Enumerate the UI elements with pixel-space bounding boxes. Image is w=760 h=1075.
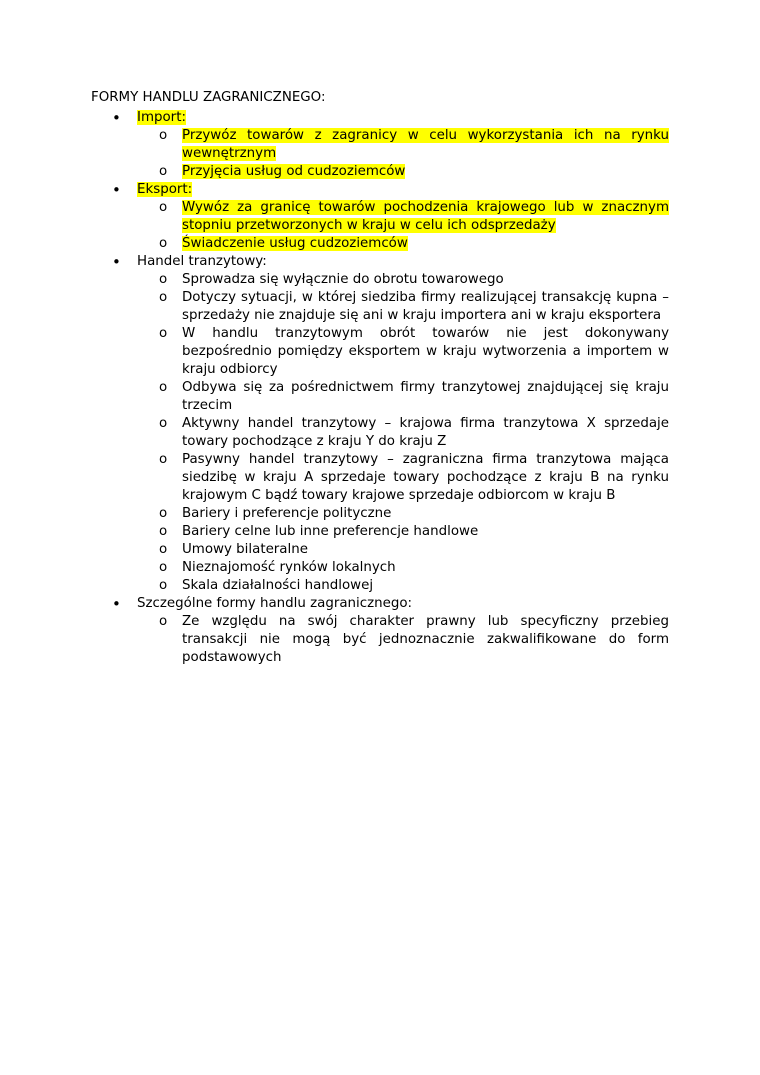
sub-bullet-icon: o <box>159 578 168 593</box>
sub-list-item-text: Umowy bilateralne <box>182 542 308 557</box>
sub-bullet-icon: o <box>159 326 168 341</box>
sub-list-item <box>159 289 669 325</box>
sub-bullet-icon: o <box>159 452 168 467</box>
bullet-icon: • <box>112 181 121 199</box>
sub-bullet-icon: o <box>159 542 168 557</box>
sub-list-item <box>159 451 669 505</box>
main-bullet-list <box>91 109 669 667</box>
sub-list-item <box>159 127 669 163</box>
sub-list-item <box>159 325 669 379</box>
sub-list-item <box>159 541 669 559</box>
sub-bullet-icon: o <box>159 164 168 179</box>
sub-list-item <box>159 613 669 667</box>
sub-list-item-text: Aktywny handel tranzytowy – krajowa firma tranzytowa X sprzedaje towary pochodzące z kraju Y do kraju Z <box>182 416 669 449</box>
list-item <box>91 181 669 253</box>
sub-list-item <box>159 559 669 577</box>
sub-list-item-text: Ze względu na swój charakter prawny lub specyficzny przebieg transakcji nie mogą być jednoznacznie zakwalifikowane do form podstawowych <box>182 614 669 665</box>
sub-bullet-icon: o <box>159 128 168 143</box>
sub-list-item-text: Przywóz towarów z zagranicy w celu wykorzystania ich na rynku wewnętrznym <box>182 128 669 161</box>
document-page <box>91 89 669 667</box>
document-title: FORMY HANDLU ZAGRANICZNEGO: <box>91 90 326 105</box>
sub-bullet-list <box>159 271 669 595</box>
sub-list-item-text: Wywóz za granicę towarów pochodzenia krajowego lub w znacznym stopniu przetworzonych w kraju w celu ich odsprzedaży <box>182 200 669 233</box>
sub-list-item-text: Odbywa się za pośrednictwem firmy tranzytowej znajdującej się kraju trzecim <box>182 380 669 413</box>
sub-list-item-text: Dotyczy sytuacji, w której siedziba firmy realizującej transakcję kupna – sprzedaży nie znajduje się ani w kraju importera ani w kraju eksportera <box>182 290 669 323</box>
sub-list-item <box>159 523 669 541</box>
sub-list-item <box>159 199 669 235</box>
sub-list-item-text: Skala działalności handlowej <box>182 578 374 593</box>
list-item-label: Eksport: <box>137 182 193 197</box>
sub-list-item <box>159 577 669 595</box>
bullet-icon: • <box>112 595 121 613</box>
sub-bullet-icon: o <box>159 524 168 539</box>
sub-bullet-icon: o <box>159 272 168 287</box>
sub-list-item <box>159 379 669 415</box>
sub-list-item <box>159 505 669 523</box>
sub-bullet-icon: o <box>159 614 168 629</box>
sub-bullet-icon: o <box>159 416 168 431</box>
sub-list-item <box>159 163 669 181</box>
sub-list-item-text: Pasywny handel tranzytowy – zagraniczna firma tranzytowa mająca siedzibę w kraju A sprzedaje towary pochodzące z kraju B na rynku krajowym C bądź towary krajowe sprzedaje odbiorcom w kraju B <box>182 452 669 503</box>
list-item <box>91 109 669 181</box>
sub-list-item-text: Bariery i preferencje polityczne <box>182 506 392 521</box>
sub-bullet-icon: o <box>159 200 168 215</box>
sub-bullet-icon: o <box>159 236 168 251</box>
list-item <box>91 253 669 595</box>
sub-bullet-list <box>159 127 669 181</box>
sub-list-item-text: Sprowadza się wyłącznie do obrotu towarowego <box>182 272 504 287</box>
list-item-label: Handel tranzytowy: <box>137 254 267 269</box>
sub-bullet-icon: o <box>159 380 168 395</box>
sub-list-item-text: Bariery celne lub inne preferencje handlowe <box>182 524 479 539</box>
bullet-icon: • <box>112 253 121 271</box>
bullet-icon: • <box>112 109 121 127</box>
sub-bullet-icon: o <box>159 560 168 575</box>
sub-list-item-text: Świadczenie usług cudzoziemców <box>182 236 408 251</box>
sub-list-item <box>159 415 669 451</box>
list-item-label: Import: <box>137 110 186 125</box>
sub-list-item <box>159 235 669 253</box>
sub-bullet-icon: o <box>159 506 168 521</box>
list-item-label: Szczególne formy handlu zagranicznego: <box>137 596 413 611</box>
sub-list-item-text: W handlu tranzytowym obrót towarów nie jest dokonywany bezpośrednio pomiędzy eksportem w kraju wytworzenia a importem w kraju odbiorcy <box>182 326 669 377</box>
sub-bullet-list <box>159 613 669 667</box>
list-item <box>91 595 669 667</box>
sub-bullet-list <box>159 199 669 253</box>
sub-list-item <box>159 271 669 289</box>
sub-list-item-text: Nieznajomość rynków lokalnych <box>182 560 396 575</box>
sub-list-item-text: Przyjęcia usług od cudzoziemców <box>182 164 406 179</box>
sub-bullet-icon: o <box>159 290 168 305</box>
